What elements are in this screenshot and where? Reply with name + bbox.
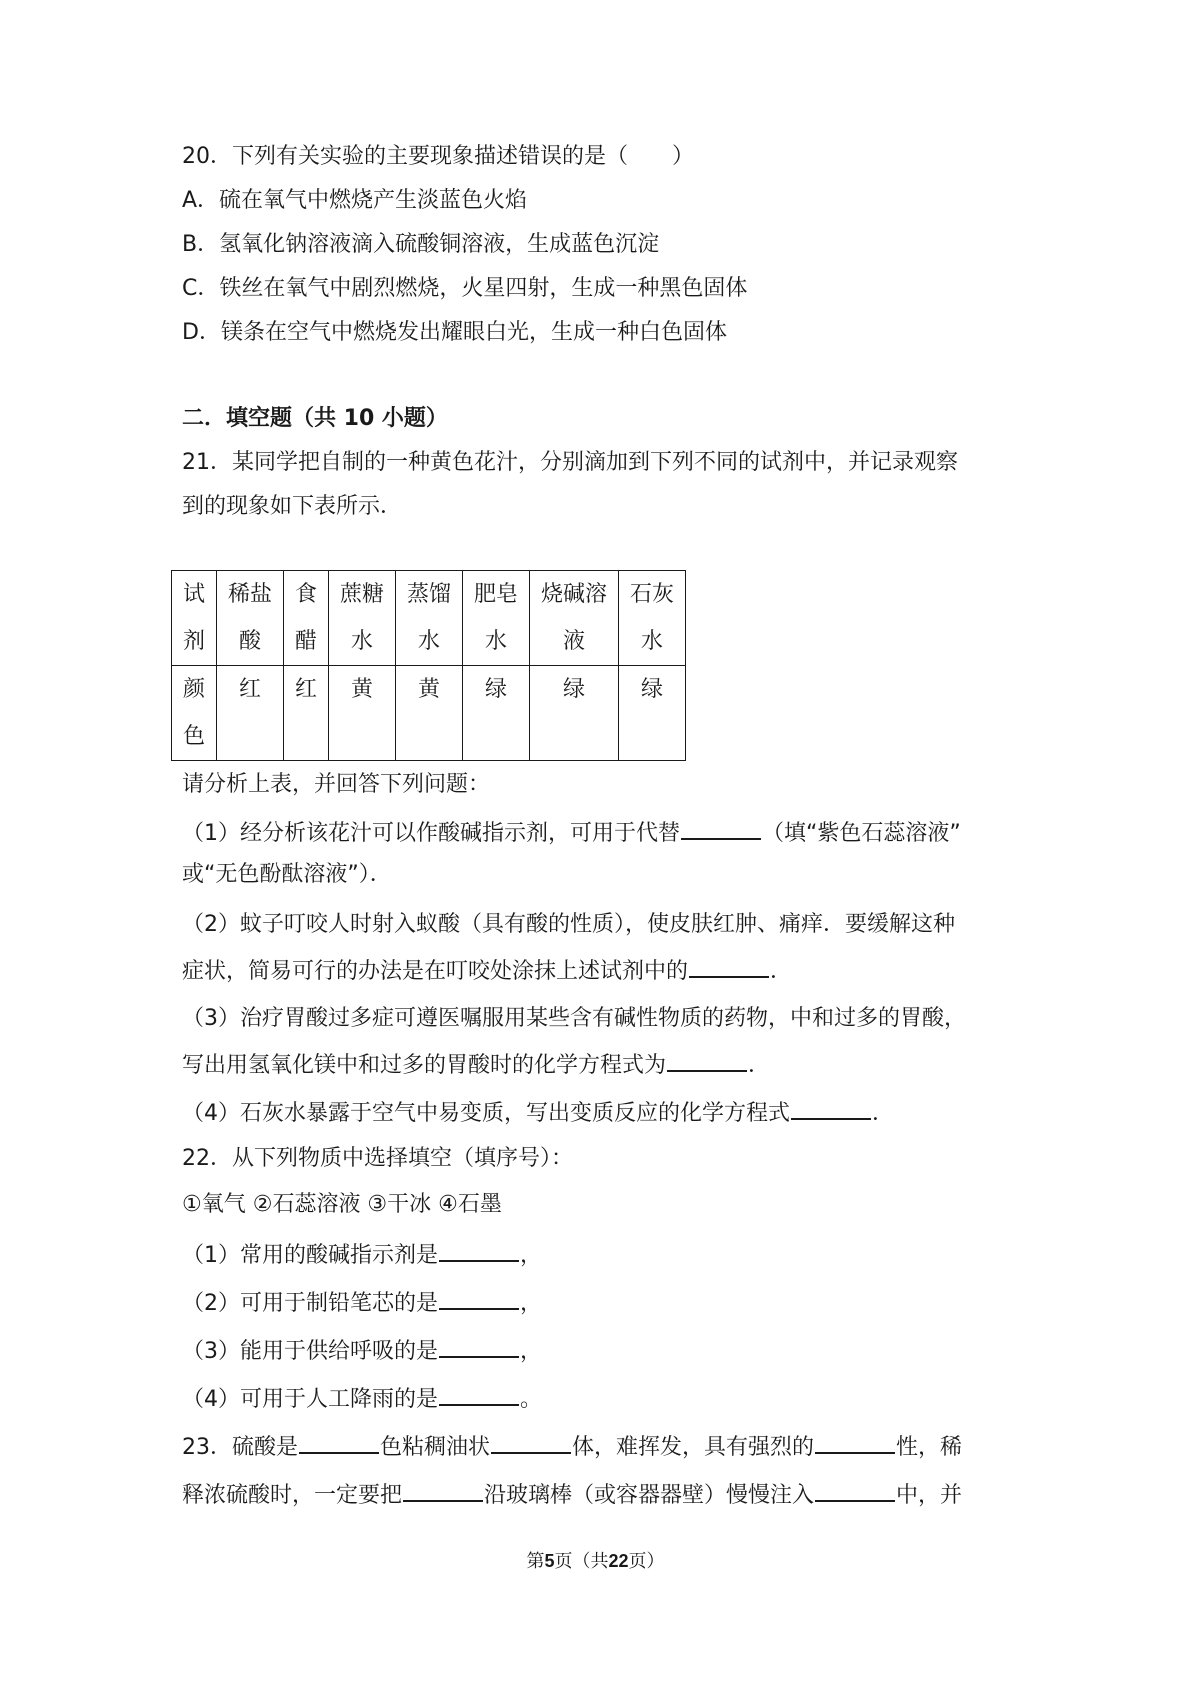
table-row-reagent (172, 571, 686, 666)
answer-blank[interactable] (791, 1096, 871, 1120)
q23-line1: 23．硫酸是 色粘稠油状 体，难挥发，具有强烈的 性，稀 (182, 1430, 962, 1463)
q22-stem: 22．从下列物质中选择填空（填序号）： (182, 1146, 573, 1171)
answer-blank[interactable] (491, 1430, 571, 1454)
answer-blank[interactable] (689, 954, 769, 978)
q21-part4: （4）石灰水暴露于空气中易变质，写出变质反应的化学方程式 ． (182, 1096, 894, 1129)
answer-blank[interactable] (815, 1478, 895, 1502)
q20-option-c: C．铁丝在氧气中剧烈燃烧，火星四射，生成一种黑色固体 (182, 276, 748, 301)
answer-blank[interactable] (681, 816, 761, 840)
q22-part2: （2）可用于制铅笔芯的是 ， (182, 1286, 542, 1319)
table-cell: 黄 (396, 666, 463, 761)
q21-part3-line1: （3）治疗胃酸过多症可遵医嘱服用某些含有碱性物质的药物，中和过多的胃酸， (182, 1006, 966, 1031)
section-heading: 二．填空题（共 10 小题） (182, 406, 448, 431)
answer-blank[interactable] (667, 1048, 747, 1072)
answer-blank[interactable] (299, 1430, 379, 1454)
table-cell: 颜 色 (172, 666, 217, 761)
page-total: 22 (608, 1551, 629, 1571)
table-cell: 绿 (463, 666, 530, 761)
q20-option-a: A．硫在氧气中燃烧产生淡蓝色火焰 (182, 188, 528, 213)
q21-analysis: 请分析上表，并回答下列问题： (182, 772, 491, 797)
table-cell: 红 (284, 666, 329, 761)
q20-option-d: D．镁条在空气中燃烧发出耀眼白光，生成一种白色固体 (182, 320, 727, 345)
table-cell: 绿 (619, 666, 686, 761)
table-cell: 肥皂 水 (463, 571, 530, 666)
answer-blank[interactable] (439, 1382, 519, 1406)
q21-part2-line2: 症状，简易可行的办法是在叮咬处涂抹上述试剂中的 ． (182, 954, 792, 987)
q22-part1: （1）常用的酸碱指示剂是 ， (182, 1238, 542, 1271)
q22-part4: （4）可用于人工降雨的是 。 (182, 1382, 542, 1415)
q22-part3: （3）能用于供给呼吸的是 ， (182, 1334, 542, 1367)
observation-table (171, 570, 686, 761)
answer-blank[interactable] (439, 1334, 519, 1358)
answer-blank[interactable] (815, 1430, 895, 1454)
q21-part2-line1: （2）蚊子叮咬人时射入蚁酸（具有酸的性质），使皮肤红肿、痛痒．要缓解这种 (182, 912, 955, 937)
q21-part1-line2: 或“无色酚酞溶液”）． (182, 862, 392, 887)
q20-stem: 20．下列有关实验的主要现象描述错误的是（ ） (182, 144, 694, 169)
table-cell: 石灰 水 (619, 571, 686, 666)
table-cell: 试 剂 (172, 571, 217, 666)
page-number: 5 (544, 1551, 555, 1571)
table-cell: 蒸馏 水 (396, 571, 463, 666)
page-footer: 第5页（共22页） (526, 1551, 665, 1572)
table-cell: 绿 (530, 666, 619, 761)
table-cell: 烧碱溶 液 (530, 571, 619, 666)
table-cell: 稀盐 酸 (217, 571, 284, 666)
answer-blank[interactable] (439, 1238, 519, 1262)
q21-stem-line2: 到的现象如下表所示． (182, 494, 403, 519)
table-cell: 食 醋 (284, 571, 329, 666)
answer-blank[interactable] (403, 1478, 483, 1502)
q23-line2: 释浓硫酸时，一定要把 沿玻璃棒（或容器器壁）慢慢注入 中，并 (182, 1478, 962, 1511)
table-row-color (172, 666, 686, 761)
table-cell: 蔗糖 水 (329, 571, 396, 666)
q21-part3-line2: 写出用氢氧化镁中和过多的胃酸时的化学方程式为 ． (182, 1048, 770, 1081)
q20-option-b: B．氢氧化钠溶液滴入硫酸铜溶液，生成蓝色沉淀 (182, 232, 660, 257)
q21-stem-line1: 21．某同学把自制的一种黄色花汁，分别滴加到下列不同的试剂中，并记录观察 (182, 450, 958, 475)
table-cell: 黄 (329, 666, 396, 761)
q22-items: ①氧气 ②石蕊溶液 ③干冰 ④石墨 (182, 1192, 502, 1217)
table-cell: 红 (217, 666, 284, 761)
answer-blank[interactable] (439, 1286, 519, 1310)
q21-part1-line1: （1）经分析该花汁可以作酸碱指示剂，可用于代替 （填“紫色石蕊溶液” (182, 816, 961, 849)
